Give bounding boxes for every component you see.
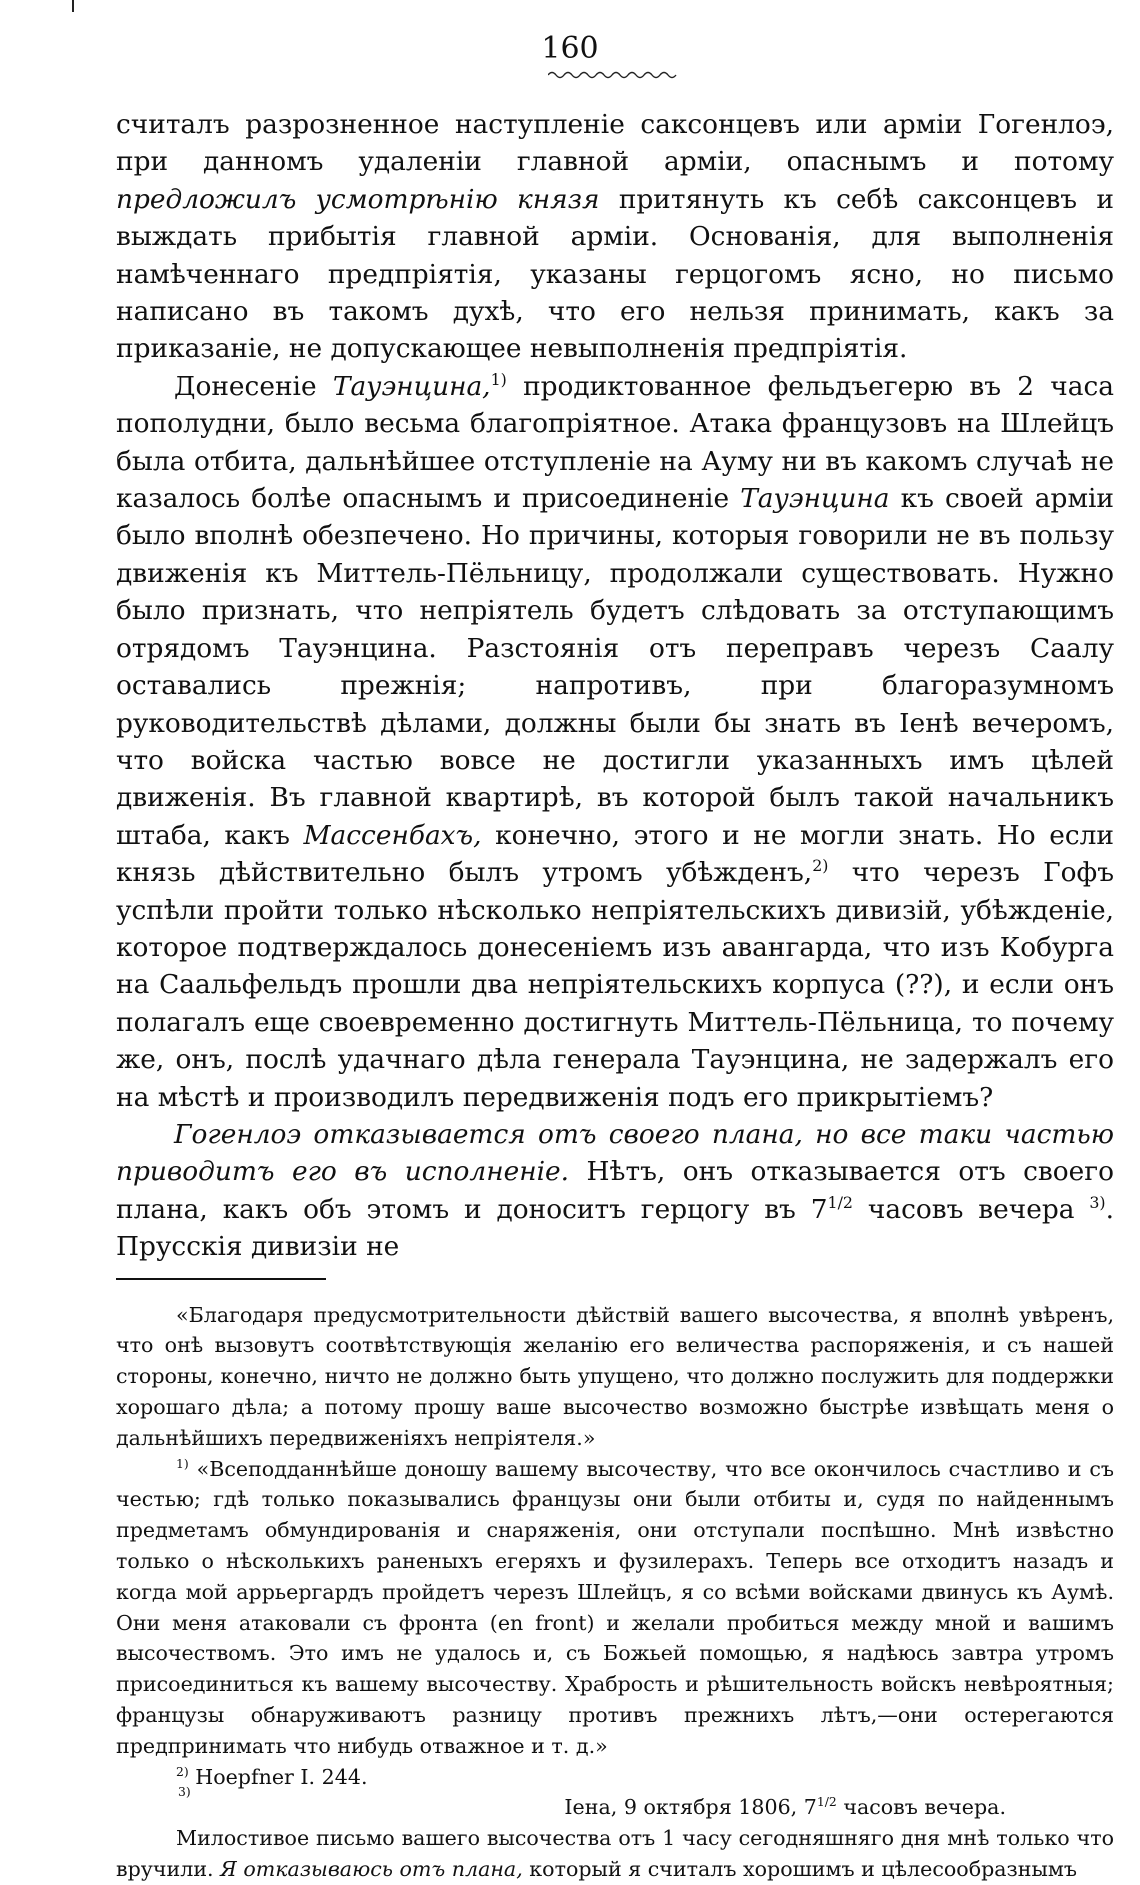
text-run: который я считалъ хорошимъ и цѣлесообразнымъ	[522, 1856, 1078, 1881]
emphasis: предложилъ усмотрѣнію князя	[116, 183, 600, 215]
text-run: притянуть къ себѣ саксонцевъ и выждать прибытія главной арміи. Основанія, для выполненія намѣченнаго предпріятія, указаны герцогомъ ясно, но письмо написано въ такомъ духѣ, что его нельзя принимать, какъ за приказаніе, не допускающее невыполненія предпріятія.	[116, 183, 1114, 365]
footnote-2	[116, 1762, 1114, 1793]
main-text	[116, 106, 1114, 1885]
footnote-ref-3: 3)	[1089, 1192, 1106, 1212]
emphasis: Тауэнцина,	[332, 370, 491, 402]
paragraph-3	[116, 1116, 1114, 1266]
footnote-marker: 3)	[178, 1785, 191, 1800]
emphasis: Массенбахъ,	[303, 819, 482, 851]
footnote-ref-2: 2)	[812, 856, 829, 876]
text-run: Нѣтъ, онъ отказывается отъ своего плана, какъ объ этомъ и доноситъ герцогу въ 7	[116, 1156, 1114, 1225]
text-run: Іена, 9 октября 1806, 7	[564, 1795, 817, 1820]
text-run: конечно, этого и не могли знать. Но если князь дѣйствительно былъ утромъ убѣжденъ,	[116, 819, 1115, 889]
footnote-text: Hoepfner I. 244.	[188, 1764, 368, 1789]
paragraph-2	[116, 368, 1114, 1116]
page-edge-mark	[72, 0, 74, 12]
footnote-text: «Всеподданнѣйше доношу вашему высочеству, что все окончилось счастливо и съ честью; гдѣ только показывались французы они были отбиты и, судя по найденнымъ предметамъ обмундированія и снаряженія, они отступали поспѣшно. Мнѣ извѣстно только о нѣсколькихъ раненыхъ егеряхъ и фузилерахъ. Теперь все отходитъ назадъ и когда мой аррьергардъ пройдетъ черезъ Шлейцъ, я со всѣми войсками двинусь къ Аумѣ. Они меня атаковали съ фронта (en front) и желали пробиться между мной и вашимъ высочествомъ. Это имъ не удалось и, съ Божьей помощью, я надѣюсь завтра утромъ присоединиться къ вашему высочеству. Храбрость и рѣшительность войскъ невѣроятныя; французы обнаруживаютъ разницу противъ прежнихъ лѣтъ,—они остерегаются предпринимать что нибудь отважное и т. д.»	[116, 1456, 1114, 1758]
footnote-quote: «Благодаря предусмотрительности дѣйствій вашего высочества, я вполнѣ увѣренъ, что онѣ вызовутъ соотвѣтствующія желанію его величества распоряженія, и съ нашей стороны, конечно, ничто не должно быть упущено, что должно послужить для поддержки хорошаго дѣла; а потому прошу ваше высочество возможно быстрѣе извѣщать меня о дальнѣйшихъ передвиженіяхъ непріятеля.»	[116, 1302, 1114, 1450]
text-run: часовъ вечера	[853, 1193, 1090, 1225]
text-run: считалъ разрозненное наступленіе саксонцевъ или арміи Гогенлоэ, при даннoмъ удаленіи главной арміи, опаснымъ и потому	[116, 109, 1114, 178]
emphasis: Я отказываюсь отъ плана,	[220, 1856, 523, 1881]
text-run: часовъ вечера.	[836, 1795, 1006, 1820]
fraction: 1/2	[816, 1795, 837, 1810]
text-run: продиктованное фельдъегерю въ 2 часа пополудни, было весьма благопріятное. Атака французовъ на Шлейцъ была отбита, дальнѣйшее отступленіе на Ауму ни въ какомъ случаѣ не казалось болѣе опаснымъ и присоединеніе	[116, 370, 1114, 515]
text-run: къ своей арміи было вполнѣ обезпечено. Но причины, которыя говорили не въ пользу движенія къ Миттель-Пёльницу, продолжали существовать. Нужно было признать, что непріятель будетъ слѣдовать за отступающимъ отрядомъ Тауэнцина. Разстоянія отъ переправъ черезъ Саалу оставались прежнія; напротивъ, при благоразумномъ руководительствѣ дѣлами, должны были бы знать въ Іенѣ вечеромъ, что войска частью вовсе не достигли указанныхъ имъ цѣлей движенія. Въ главной квартирѣ, въ которой былъ такой начальникъ штаба, какъ	[116, 483, 1114, 851]
text-run: . Прусскія дивизіи не	[116, 1193, 1114, 1263]
text-run: Милостивое письмо вашего высочества отъ 1 часу сегодняшняго дня мнѣ только что вручили.	[116, 1826, 1114, 1881]
page-number-ornament	[548, 70, 678, 80]
footnote-1	[116, 1454, 1114, 1762]
page-number: 160	[541, 31, 599, 66]
footnote-divider	[116, 1278, 326, 1280]
footnote-marker: 1)	[176, 1456, 189, 1471]
text-run: Донесеніе	[174, 370, 333, 402]
footnote-ref-1: 1)	[490, 370, 507, 390]
fraction: 1/2	[827, 1192, 854, 1212]
footnote-3-body	[116, 1823, 1114, 1885]
letter-dateline	[564, 1792, 1006, 1823]
footnote-3-header	[116, 1785, 1114, 1823]
footnote-marker: 2)	[176, 1764, 189, 1779]
emphasis: Тауэнцина	[740, 483, 890, 515]
paragraph-1	[116, 106, 1114, 368]
text-run: что черезъ Гофъ успѣли пройти только нѣсколько непріятельскихъ дивизій, убѣжденіе, которое подтверждалось донесеніемъ изъ авангарда, что изъ Кобурга на Саальфельдъ прошли два непріятельскихъ корпуса (??), и если онъ полагалъ еще своевременно достигнуть Миттель-Пёльница, то почему же, онъ, послѣ удачнаго дѣла генерала Тауэнцина, не задержалъ его на мѣстѣ и производилъ передвиженія подъ его прикрытіемъ?	[116, 857, 1114, 1113]
side-heading: Гогенлоэ отказывается отъ своего плана, но все таки частью приводитъ его въ исполненіе.	[116, 1118, 1114, 1188]
